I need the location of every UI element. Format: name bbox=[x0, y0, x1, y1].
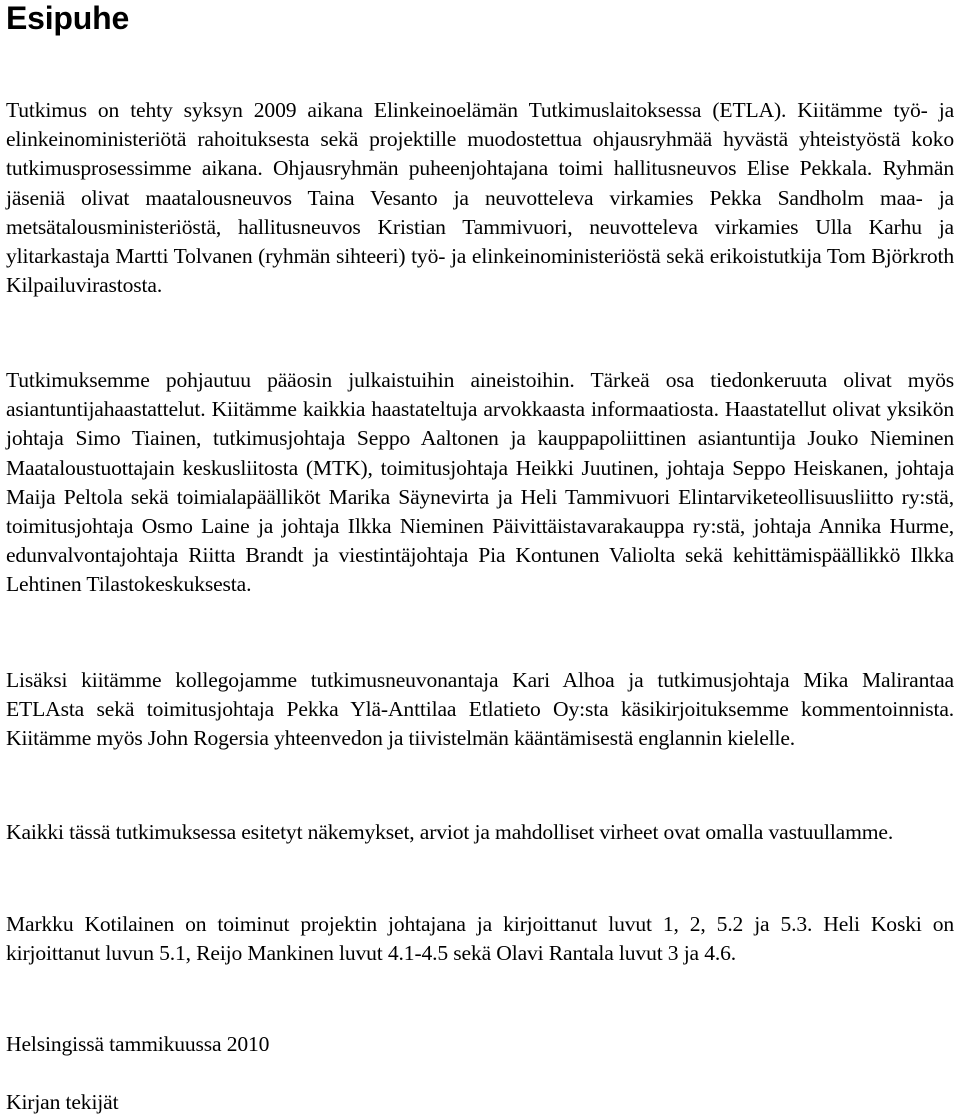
paragraph-responsibility: Kaikki tässä tutkimuksessa esitetyt näkemykset, arviot ja mahdolliset virheet ovat omalla vastuullamme. bbox=[6, 820, 894, 844]
paragraph-colleagues: Lisäksi kiitämme kollegojamme tutkimusneuvonantaja Kari Alhoa ja tutkimusjohtaja Mika Malirantaa ETLAsta sekä toimitusjohtaja Pekka Ylä-Anttilaa Etlatieto Oy:sta käsikirjoituksemme kommentoinnista. Kiitämme myös John Rogersia yhteenvedon ja tiivistelmän kääntämisestä englannin kielelle. bbox=[6, 668, 954, 751]
paragraph-interviews: Tutkimuksemme pohjautuu pääosin julkaistuihin aineistoihin. Tärkeä osa tiedonkeruuta olivat myös asiantuntijahaastattelut. Kiitämme kaikkia haastateltuja arvokkaasta informaatiosta. Haastatellut olivat yksikön johtaja Simo Tiainen, tutkimusjohtaja Seppo Aaltonen ja kauppapoliittinen asiantuntija Jouko Nieminen Maataloustuottajain keskusliitosta (MTK), toimitusjohtaja Heikki Juutinen, johtaja Seppo Heiskanen, johtaja Maija Peltola sekä toimialapäälliköt Marika Säynevirta ja Heli Tammivuori Elintarviketeollisuusliitto ry:stä, toimitusjohtaja Osmo Laine ja johtaja Ilkka Nieminen Päivittäistavarakauppa ry:stä, johtaja Annika Hurme, edunvalvontajohtaja Riitta Brandt ja viestintäjohtaja Pia Kontunen Valiolta sekä kehittämispäällikkö Ilkka Lehtinen Tilastokeskuksesta. bbox=[6, 368, 954, 597]
signature-authors: Kirjan tekijät bbox=[6, 1090, 119, 1114]
place-and-date: Helsingissä tammikuussa 2010 bbox=[6, 1032, 270, 1056]
page-title: Esipuhe bbox=[6, 0, 130, 36]
paragraph-authors-chapters: Markku Kotilainen on toiminut projektin johtajana ja kirjoittanut luvut 1, 2, 5.2 ja 5.3. Heli Koski on kirjoittanut luvun 5.1, Reijo Mankinen luvut 4.1-4.5 sekä Olavi Rantala luvut 3 ja 4.6. bbox=[6, 912, 954, 966]
paragraph-acknowledgements-steering-group: Tutkimus on tehty syksyn 2009 aikana Elinkeinoelämän Tutkimuslaitoksessa (ETLA). Kiitämme työ- ja elinkeinoministeriötä rahoituksesta sekä projektille muodostettua ohjausryhmää hyvästä yhteistyöstä koko tutkimusprosessimme aikana. Ohjausryhmän puheenjohtajana toimi hallitusneuvos Elise Pekkala. Ryhmän jäseniä olivat maatalousneuvos Taina Vesanto ja neuvotteleva virkamies Pekka Sandholm maa- ja metsätalousministeriöstä, hallitusneuvos Kristian Tammivuori, neuvotteleva virkamies Ulla Karhu ja ylitarkastaja Martti Tolvanen (ryhmän sihteeri) työ- ja elinkeinoministeriöstä sekä erikoistutkija Tom Björkroth Kilpailuvirastosta. bbox=[6, 98, 954, 298]
